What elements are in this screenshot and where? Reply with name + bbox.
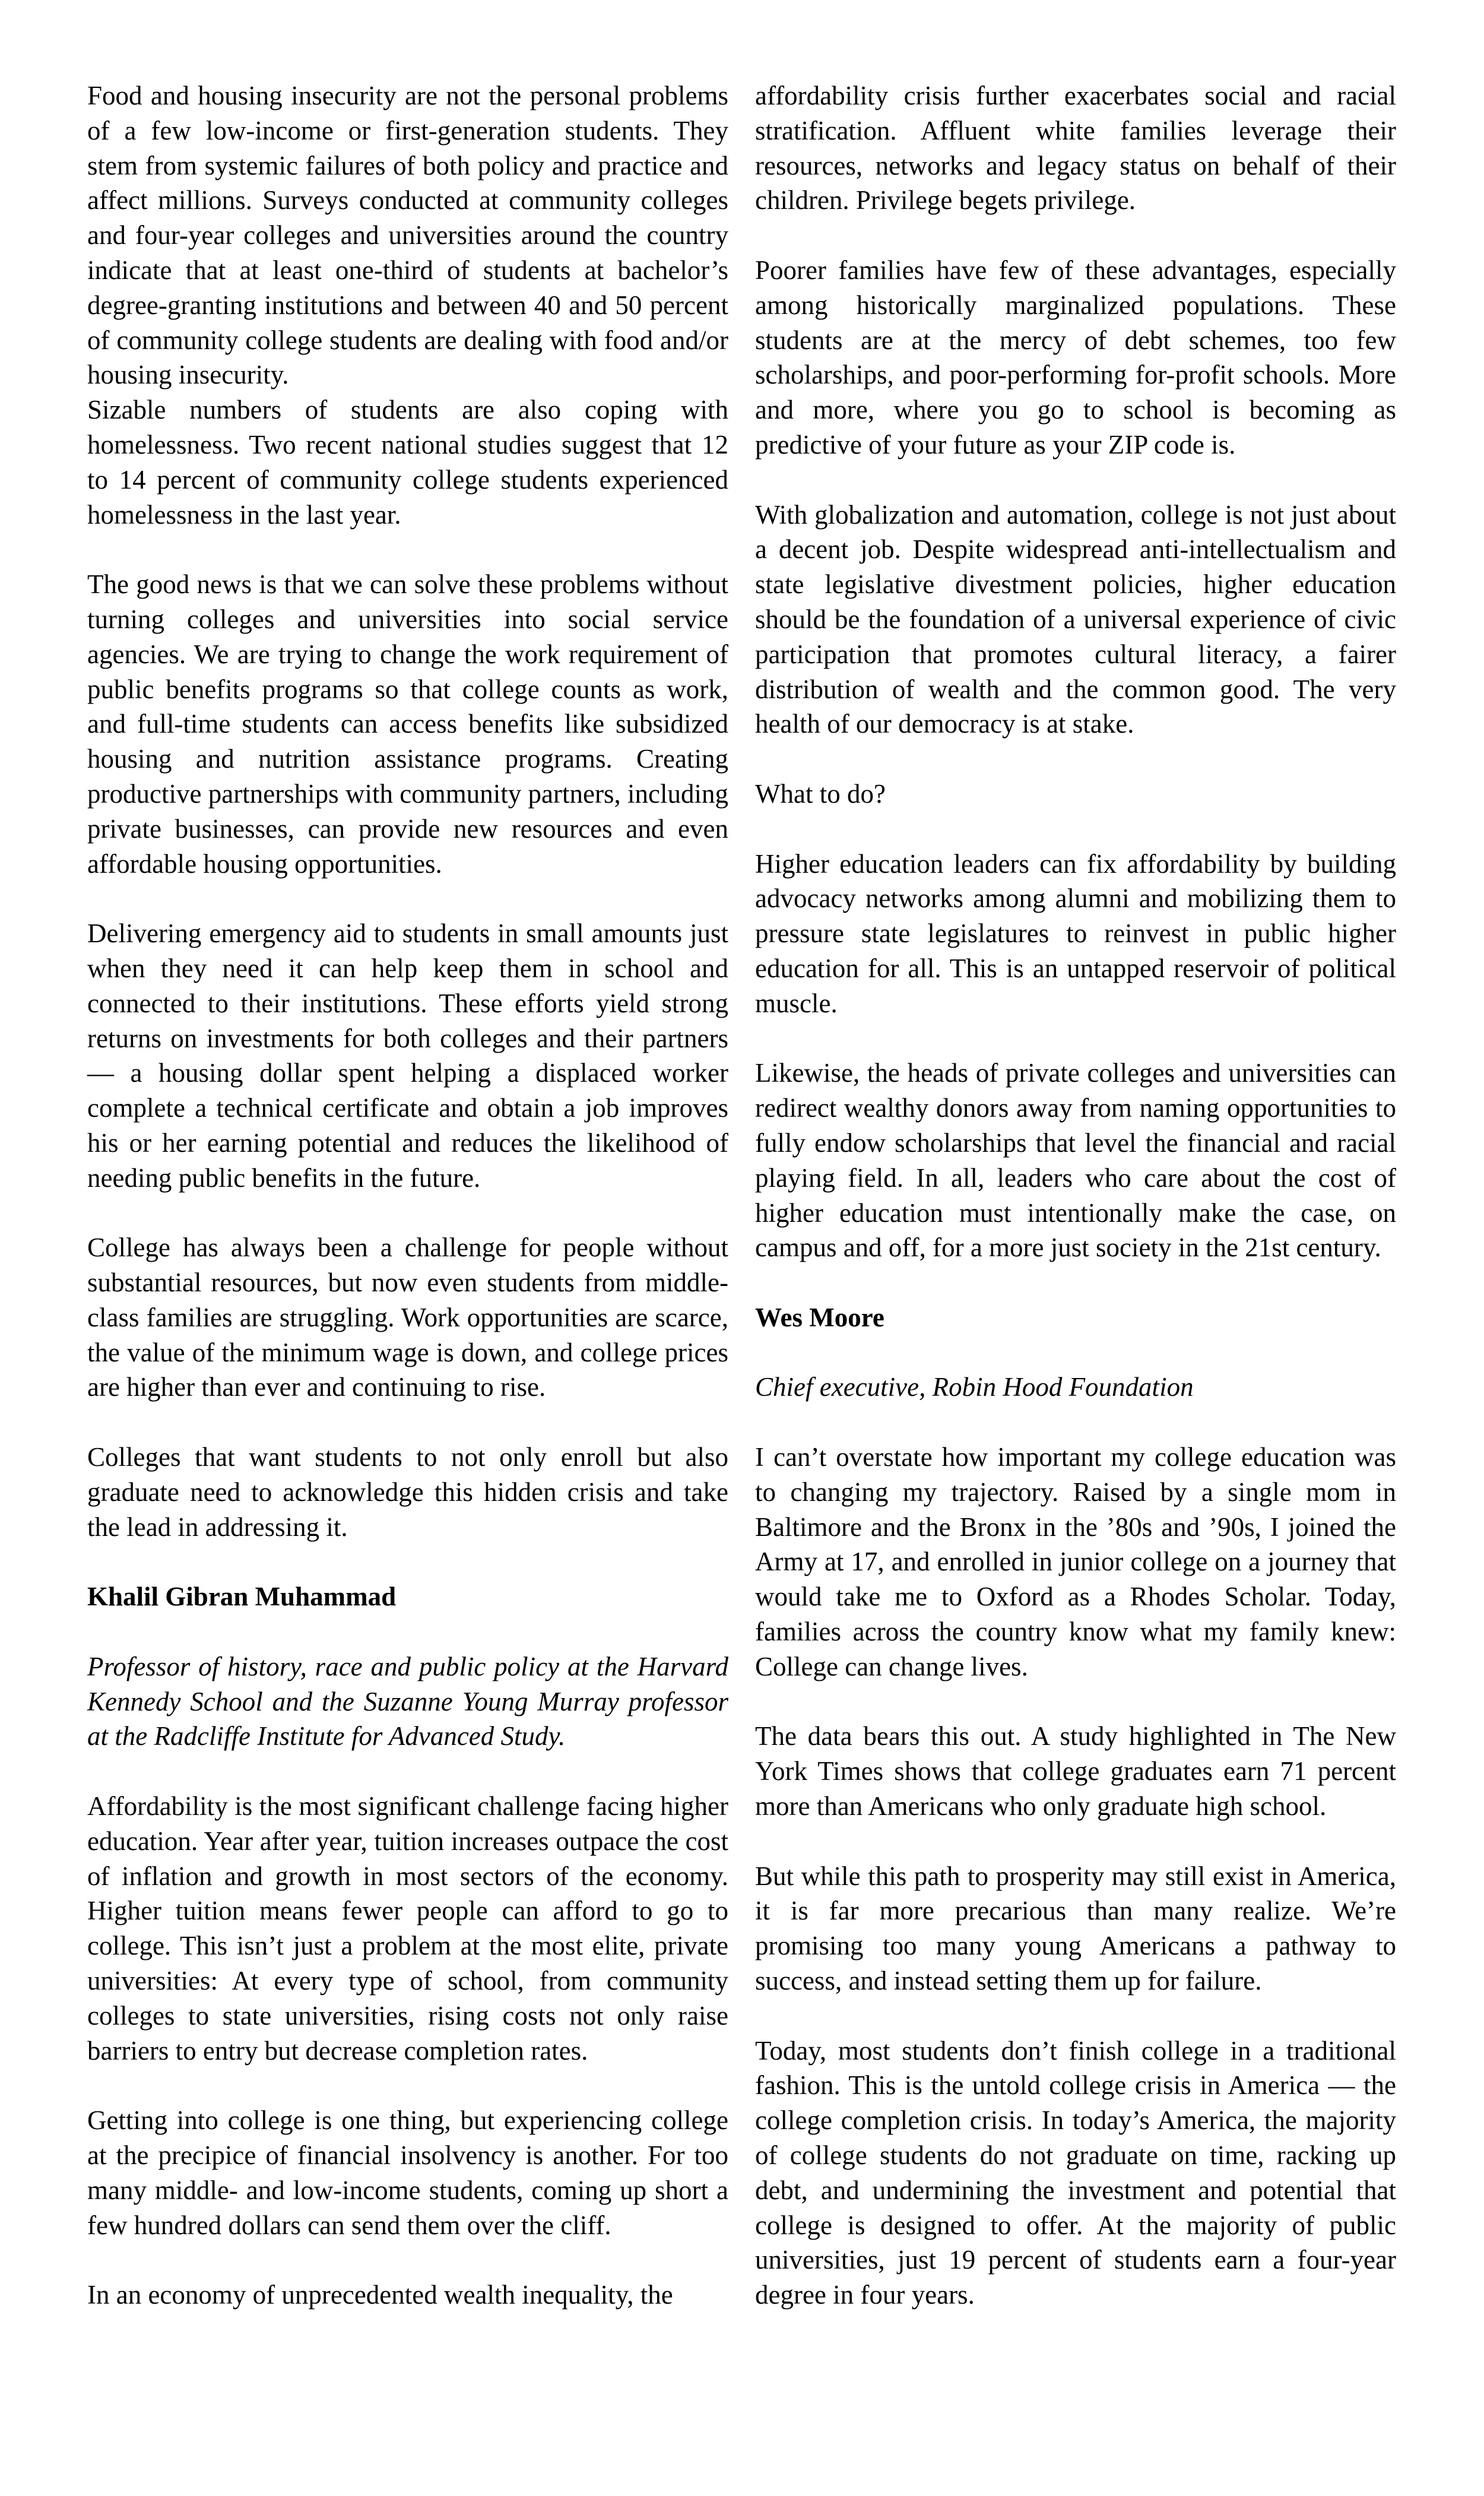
- paragraph-food-housing-insecurity: Food and housing insecurity are not the personal problems of a few low-income or first-generation students. They stem from systemic failures of both policy and practice and affect millions. Surveys conducted at community colleges and four-year colleges and universities around the country indicate that at least one-third of students at bachelor’s degree-granting institutions and between 40 and 50 percent of community college students are dealing with food and/or housing insecurity.: [87, 81, 728, 390]
- paragraph-hidden-crisis: Colleges that want students to not only enroll but also graduate need to acknowledge this hidden crisis and take the lead in addressing it.: [87, 1442, 728, 1542]
- paragraph-private-colleges: Likewise, the heads of private colleges and universities can redirect wealthy donors away from naming opportunities to fully endow scholarships that level the financial and racial playing field. In all, leaders who care about the cost of higher education must intentionally make the case, on campus and off, for a more just society in the 21st century.: [755, 1058, 1396, 1263]
- paragraph-globalization: With globalization and automation, college is not just about a decent job. Despite widespread anti-intellectualism and state legislative divestment policies, higher education should be the foundation of a universal experience of civic participation that promotes cultural literacy, a fairer distribution of wealth and the common good. The very health of our democracy is at stake.: [755, 499, 1396, 739]
- paragraph-completion-crisis: Today, most students don’t finish college in a traditional fashion. This is the untold college crisis in America — the college completion crisis. In today’s America, the majority of college students do not graduate on time, racking up debt, and undermining the investment and potential that college is designed to offer. At the majority of public universities, just 19 percent of students earn a four-year degree in four years.: [755, 2035, 1396, 2310]
- paragraph-wealth-inequality-end: affordability crisis further exacerbates social and racial stratification. Affluent white families leverage their resources, networks and legacy status on behalf of their children. Privilege begets privilege.: [755, 81, 1396, 216]
- author-name-wes-moore: Wes Moore: [755, 1302, 884, 1332]
- right-column: [755, 78, 1396, 2313]
- author-name-khalil-gibran-muhammad: Khalil Gibran Muhammad: [87, 1582, 397, 1612]
- author-role-khalil-gibran-muhammad: Professor of history, race and public policy at the Harvard Kennedy School and the Suzanne Young Murray professor at the Radcliffe Institute for Advanced Study.: [87, 1651, 728, 1751]
- paragraph-path-to-prosperity: But while this path to prosperity may still exist in America, it is far more precarious than many realize. We’re promising too many young Americans a pathway to success, and instead setting them up for failure.: [755, 1861, 1396, 1996]
- paragraph-good-news: The good news is that we can solve these problems without turning colleges and universities into social service agencies. We are trying to change the work requirement of public benefits programs so that college counts as work, and full-time students can access benefits like subsidized housing and nutrition assistance programs. Creating productive partnerships with community partners, including private businesses, can provide new resources and even affordable housing opportunities.: [87, 569, 728, 879]
- paragraph-college-education: I can’t overstate how important my college education was to changing my trajectory. Raised by a single mom in Baltimore and the Bronx in the ’80s and ’90s, I joined the Army at 17, and enrolled in junior college on a journey that would take me to Oxford as a Rhodes Scholar. Today, families across the country know what my family knew: College can change lives.: [755, 1442, 1396, 1681]
- paragraph-poorer-families: Poorer families have few of these advantages, especially among historically marginalized populations. These students are at the mercy of debt schemes, too few scholarships, and poor-performing for-profit schools. More and more, where you go to school is becoming as predictive of your future as your ZIP code is.: [755, 255, 1396, 460]
- paragraph-wealth-inequality-start: In an economy of unprecedented wealth inequality, the: [87, 2280, 673, 2310]
- paragraph-advocacy-networks: Higher education leaders can fix affordability by building advocacy networks among alumni and mobilizing them to pressure state legislatures to reinvest in public higher education for all. This is an untapped reservoir of political muscle.: [755, 848, 1396, 1018]
- author-role-wes-moore: Chief executive, Robin Hood Foundation: [755, 1372, 1194, 1402]
- paragraph-financial-insolvency: Getting into college is one thing, but experiencing college at the precipice of financial insolvency is another. For too many middle- and low-income students, coming up short a few hundred dollars can send them over the cliff.: [87, 2105, 728, 2240]
- paragraph-data-bears-out: The data bears this out. A study highlighted in The New York Times shows that college graduates earn 71 percent more than Americans who only graduate high school.: [755, 1721, 1396, 1822]
- paragraph-homelessness: Sizable numbers of students are also coping with homelessness. Two recent national studies suggest that 12 to 14 percent of community college students experienced homelessness in the last year.: [87, 395, 728, 530]
- paragraph-middle-class: College has always been a challenge for people without substantial resources, but now even students from middle-class families are struggling. Work opportunities are scarce, the value of the minimum wage is down, and college prices are higher than ever and continuing to rise.: [87, 1233, 728, 1402]
- paragraph-what-to-do: What to do?: [755, 778, 886, 809]
- paragraph-affordability: Affordability is the most significant challenge facing higher education. Year after year, tuition increases outpace the cost of inflation and growth in most sectors of the economy. Higher tuition means fewer people can afford to go to college. This isn’t just a problem at the most elite, private universities: At every type of school, from community colleges to state universities, rising costs not only raise barriers to entry but decrease completion rates.: [87, 1791, 728, 2066]
- left-column: [87, 78, 728, 2313]
- paragraph-emergency-aid: Delivering emergency aid to students in small amounts just when they need it can help keep them in school and connected to their institutions. These efforts yield strong returns on investments for both colleges and their partners — a housing dollar spent helping a displaced worker complete a technical certificate and obtain a job improves his or her earning potential and reduces the likelihood of needing public benefits in the future.: [87, 918, 728, 1193]
